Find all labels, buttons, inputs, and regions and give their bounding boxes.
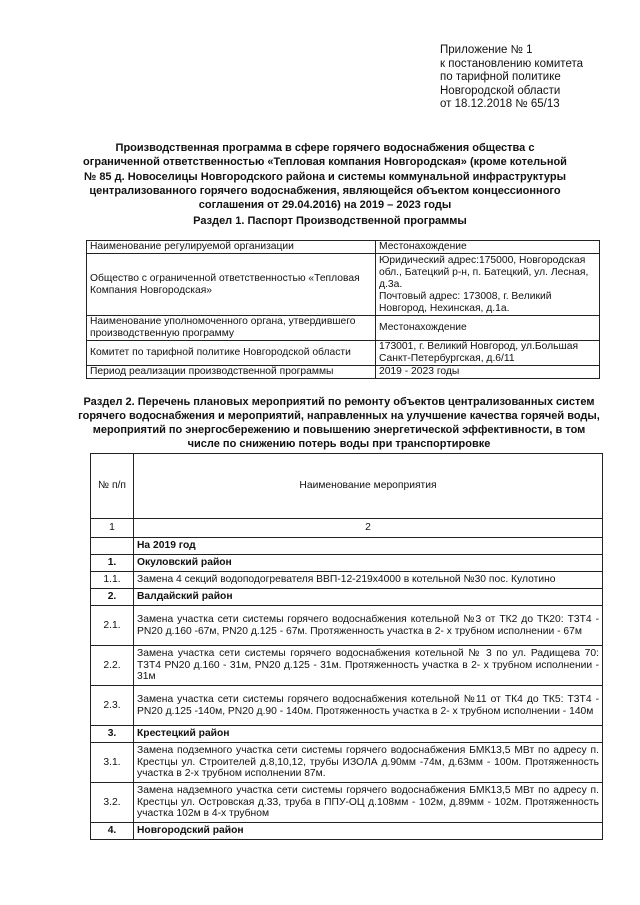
table-cell: Наименование уполномоченного органа, утвердившего производственную программу (87, 316, 376, 341)
table-row (91, 743, 603, 783)
col-index: 2 (134, 519, 603, 538)
section1-heading: Раздел 1. Паспорт Производственной программы (193, 215, 467, 227)
year-label: На 2019 год (134, 538, 603, 555)
table-cell: Комитет по тарифной политике Новгородской области (87, 341, 376, 366)
appendix-line: от 18.12.2018 № 65/13 (440, 98, 560, 110)
appendix-line: по тарифной политике (440, 71, 561, 83)
district-row (91, 555, 603, 572)
item-number: 3.1. (91, 743, 134, 783)
district-name: Окуловский район (134, 555, 603, 572)
item-text: Замена участка сети системы горячего водоснабжения котельной №3 от ТК2 до ТК20: Т3Т4 - PN20 д.160 -67м, PN20 д.125 - 67м. Протяженность участка в 2- х трубном исполнении - 67м (134, 606, 603, 646)
item-number: 2.1. (91, 606, 134, 646)
measures-table (90, 453, 603, 840)
table-row (91, 686, 603, 726)
col-measure-header: Наименование мероприятия (134, 454, 603, 519)
section2-heading: Раздел 2. Перечень плановых мероприятий по ремонту объектов централизованных систем горячего водоснабжения и мероприятий, направленных на улучшение качества горячей воды, мероприятий по энергосбережению и повышению энергетической эффективности, в том числе по снижению потерь воды при транспортировке (78, 396, 600, 450)
table-row (91, 783, 603, 823)
item-text: Замена 4 секций водоподогревателя ВВП-12-219х4000 в котельной №30 пос. Кулотино (134, 572, 603, 589)
district-row (91, 823, 603, 840)
table-cell: Местонахождение (376, 316, 600, 341)
table-cell: Местонахождение (376, 241, 600, 254)
passport-table (86, 240, 600, 379)
table-row (91, 572, 603, 589)
table-row (87, 316, 600, 341)
year-row (91, 538, 603, 555)
col-number-header: № п/п (91, 454, 134, 519)
table-row (87, 366, 600, 379)
appendix-block (440, 44, 583, 112)
postal-address: Почтовый адрес: 173008, г. Великий Новгород, Нехинская, д.1а. (379, 290, 552, 314)
document-title: Производственная программа в сфере горячего водоснабжения общества с ограниченной ответственностью «Тепловая компания Новгородская» (кроме котельной № 85 д. Новоселицы Новгородского района и системы коммунальной инфраструктуры централизованного горячего водоснабжения, являющейся объектом концессионного соглашения от 29.04.2016) на 2019 – 2023 годы (83, 142, 567, 212)
appendix-line: Приложение № 1 (440, 44, 533, 56)
item-text: Замена участка сети системы горячего водоснабжения котельной №11 от ТК4 до ТК5: Т3Т4 - PN20 д.125 -140м, PN20 д.90 - 140м. Протяженность участка в 2- х трубном исполнении - 140м (134, 686, 603, 726)
table-cell: 173001, г. Великий Новгород, ул.Большая Санкт-Петербургская, д.6/11 (376, 341, 600, 366)
col-index: 1 (91, 519, 134, 538)
item-number: 1.1. (91, 572, 134, 589)
district-row (91, 726, 603, 743)
table-row (91, 646, 603, 686)
item-text: Замена подземного участка сети системы горячего водоснабжения БМК13,5 МВт по адресу п. Крестцы ул. Строителей д.8,10,12, трубы ИЗОЛА д.90мм -74м, д.63мм - 100м. Протяженность участка в 2-х трубном исполнении 87м. (134, 743, 603, 783)
table-cell: Общество с ограниченной ответственностью «Тепловая Компания Новгородская» (87, 254, 376, 316)
item-number: 3.2. (91, 783, 134, 823)
item-text: Замена надземного участка сети системы горячего водоснабжения БМК13,5 МВт по адресу п. Крестцы ул. Островская д.33, труба в ППУ-ОЦ д.108мм - 102м, д.89мм - 102м. Протяженность участка 102м в 4-х трубном (134, 783, 603, 823)
district-name: Крестецкий район (134, 726, 603, 743)
district-number: 3. (91, 726, 134, 743)
table-cell: Наименование регулируемой организации (87, 241, 376, 254)
district-number: 2. (91, 589, 134, 606)
item-number: 2.2. (91, 646, 134, 686)
table-cell: Период реализации производственной программы (87, 366, 376, 379)
table-cell: 2019 - 2023 годы (376, 366, 600, 379)
table-header-row (91, 454, 603, 519)
appendix-line: Новгородской области (440, 84, 561, 97)
legal-address: Юридический адрес:175000, Новгородская обл., Батецкий р-н, п. Батецкий, ул. Лесная, д.3а. (379, 254, 589, 290)
item-text: Замена участка сети системы горячего водоснабжения котельной № 3 по ул. Радищева 70: Т3Т4 PN20 д.160 - 31м, PN20 д.125 - 31м. Протяженность участка в 2- х трубном исполнении - 31м (134, 646, 603, 686)
district-row (91, 589, 603, 606)
table-cell (91, 538, 134, 555)
district-number: 1. (91, 555, 134, 572)
district-name: Валдайский район (134, 589, 603, 606)
table-row (87, 241, 600, 254)
table-row (87, 254, 600, 316)
table-row (91, 606, 603, 646)
district-name: Новгородский район (134, 823, 603, 840)
table-row (87, 341, 600, 366)
district-number: 4. (91, 823, 134, 840)
table-index-row (91, 519, 603, 538)
appendix-line: к постановлению комитета (440, 57, 583, 70)
table-cell (376, 254, 600, 316)
item-number: 2.3. (91, 686, 134, 726)
